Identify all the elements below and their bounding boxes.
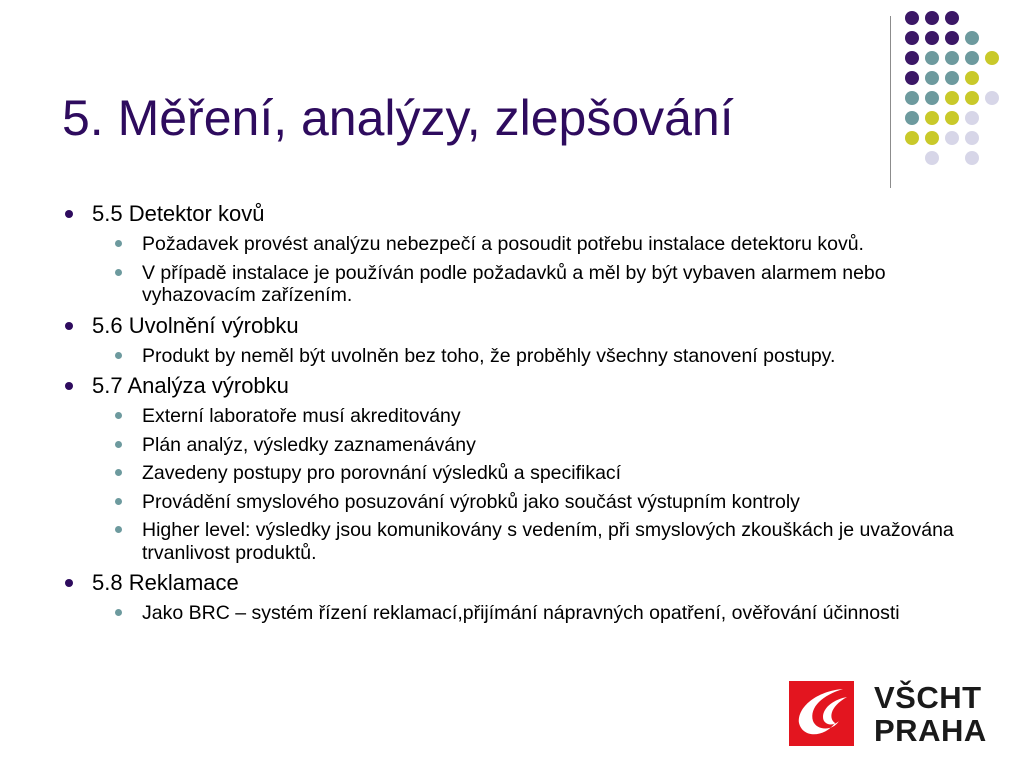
decorative-dot (965, 111, 979, 125)
list-item: Jako BRC – systém řízení reklamací,přijímání nápravných opatření, ověřování účinnosti (62, 602, 992, 625)
section-heading: 5.7 Analýza výrobku (62, 373, 992, 399)
decorative-dot (905, 51, 919, 65)
logo-wordmark (874, 681, 987, 747)
decorative-dot (905, 91, 919, 105)
list-item: Externí laboratoře musí akreditovány (62, 405, 992, 428)
decorative-dot (965, 71, 979, 85)
section-heading: 5.6 Uvolnění výrobku (62, 313, 992, 339)
decorative-dot (945, 31, 959, 45)
decorative-dot (925, 131, 939, 145)
decorative-dot (985, 91, 999, 105)
decorative-dot (925, 111, 939, 125)
logo-line2: PRAHA (874, 713, 987, 748)
decorative-dot (965, 51, 979, 65)
decorative-dot (905, 131, 919, 145)
decorative-dot (905, 71, 919, 85)
section-complaints (62, 570, 992, 625)
decorative-dot (925, 31, 939, 45)
decorative-dot (905, 11, 919, 25)
decorative-dot (965, 91, 979, 105)
list-item: Požadavek provést analýzu nebezpečí a posoudit potřebu instalace detektoru kovů. (62, 233, 992, 256)
section-heading: 5.5 Detektor kovů (62, 201, 992, 227)
list-item: Zavedeny postupy pro porovnání výsledků a specifikací (62, 462, 992, 485)
slide-title: 5. Měření, analýzy, zlepšování (62, 90, 734, 146)
decorative-dot-grid (905, 11, 1017, 171)
decorative-dot (905, 111, 919, 125)
decorative-dot (945, 111, 959, 125)
decorative-dot (965, 31, 979, 45)
vscht-logo (789, 681, 989, 749)
vscht-logo-icon (789, 681, 854, 746)
section-heading: 5.8 Reklamace (62, 570, 992, 596)
list-item: Produkt by neměl být uvolněn bez toho, že proběhly všechny stanovení postupy. (62, 345, 992, 368)
decorative-dot (945, 51, 959, 65)
decorative-dot (925, 11, 939, 25)
bullet-list (62, 195, 992, 625)
decorative-dot (945, 11, 959, 25)
divider-line (890, 16, 891, 188)
section-product-release (62, 313, 992, 368)
section-metal-detector (62, 201, 992, 307)
decorative-dot (925, 91, 939, 105)
decorative-dot (925, 151, 939, 165)
logo-line1: VŠCHT (874, 680, 982, 715)
list-item: Higher level: výsledky jsou komunikovány s vedením, při smyslových zkouškách je uvažována trvanlivost produktů. (62, 519, 992, 564)
list-item: Provádění smyslového posuzování výrobků jako součást výstupním kontroly (62, 491, 992, 514)
decorative-dot (945, 131, 959, 145)
decorative-dot (905, 31, 919, 45)
decorative-dot (945, 71, 959, 85)
section-product-analysis (62, 373, 992, 564)
decorative-dot (985, 51, 999, 65)
decorative-dot (965, 131, 979, 145)
decorative-dot (925, 51, 939, 65)
list-item: Plán analýz, výsledky zaznamenávány (62, 434, 992, 457)
decorative-dot (945, 91, 959, 105)
decorative-dot (965, 151, 979, 165)
list-item: V případě instalace je používán podle požadavků a měl by být vybaven alarmem nebo vyhazovacím zařízením. (62, 262, 992, 307)
decorative-dot (925, 71, 939, 85)
